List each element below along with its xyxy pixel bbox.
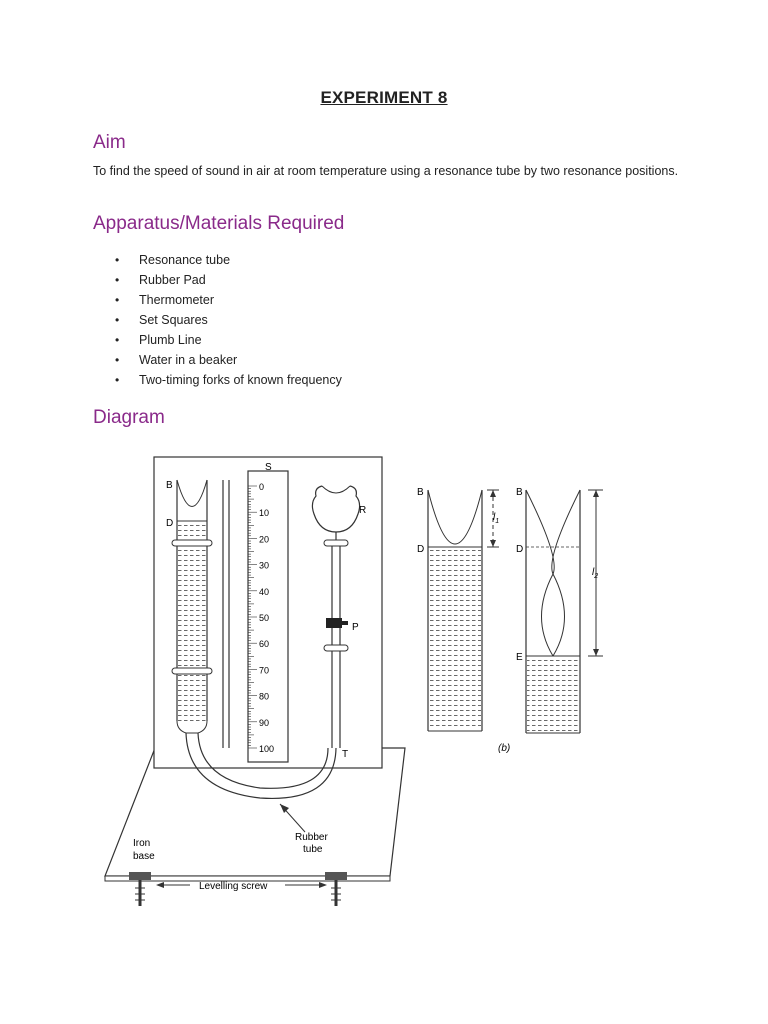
label-r: R	[359, 505, 367, 516]
scale-tick-label: 60	[259, 639, 270, 650]
scale-tick-label: 90	[259, 717, 270, 728]
scale-tick-label: 70	[259, 665, 270, 676]
diagram-heading: Diagram	[93, 407, 165, 428]
bullet-icon: •	[115, 293, 120, 307]
label-l2: $l_2$	[592, 567, 599, 580]
list-item: • Plumb Line	[115, 333, 202, 347]
label-p: P	[352, 622, 359, 633]
first-resonance-tube	[428, 490, 499, 731]
label-t: T	[342, 749, 349, 760]
scale-tick-label: 30	[259, 560, 270, 571]
apparatus-list	[93, 252, 342, 392]
label-b-first: B	[417, 487, 424, 498]
bullet-icon: •	[115, 253, 120, 267]
levelling-screw-right	[325, 872, 347, 906]
label-l1: $l_1$	[493, 512, 500, 525]
label-d-second: D	[516, 544, 524, 555]
list-item: • Set Squares	[115, 313, 208, 327]
bullet-icon: •	[115, 273, 120, 287]
label-d-first: D	[417, 544, 425, 555]
scale-tick-label: 40	[259, 586, 270, 597]
rubber-tube-label-1: Rubber	[295, 832, 328, 843]
list-item: • Rubber Pad	[115, 273, 206, 287]
levelling-screw-left	[129, 872, 151, 906]
list-item: • Water in a beaker	[115, 353, 238, 367]
second-resonance-tube	[526, 490, 603, 733]
list-item: • Thermometer	[115, 293, 215, 307]
label-e: E	[516, 652, 523, 663]
apparatus-heading: Apparatus/Materials Required	[93, 213, 345, 234]
metre-scale	[248, 471, 288, 762]
scale-tick-label: 80	[259, 691, 270, 702]
iron-base-label-2: base	[133, 851, 155, 862]
aim-text: To find the speed of sound in air at room temperature using a resonance tube by two resonance positions.	[93, 164, 679, 178]
scale-tick-label: 10	[259, 508, 270, 519]
scale-tick-label: 0	[259, 482, 265, 492]
bullet-icon: •	[115, 353, 120, 367]
label-s: S	[265, 462, 272, 473]
diagram-svg	[100, 448, 620, 918]
bullet-icon: •	[115, 373, 120, 387]
label-b-second: B	[516, 487, 523, 498]
aim-heading: Aim	[93, 132, 126, 153]
list-item: • Two-timing forks of known frequency	[115, 373, 342, 387]
page-title: EXPERIMENT 8	[320, 88, 448, 107]
rubber-tube-label-2: tube	[303, 844, 323, 855]
list-item: • Resonance tube	[115, 253, 231, 267]
bullet-icon: •	[115, 333, 120, 347]
scale-tick-label: 50	[259, 613, 270, 623]
label-b-figure: (b)	[498, 743, 511, 754]
bullet-icon: •	[115, 313, 120, 327]
resonance-tube-diagram	[100, 448, 620, 923]
scale-tick-label: 20	[259, 534, 270, 545]
label-d-main: D	[166, 518, 174, 529]
iron-base-label-1: Iron	[133, 838, 151, 849]
levelling-screw-label: Levelling screw	[199, 881, 268, 892]
label-b-main: B	[166, 480, 173, 491]
scale-tick-label: 100	[259, 744, 275, 754]
